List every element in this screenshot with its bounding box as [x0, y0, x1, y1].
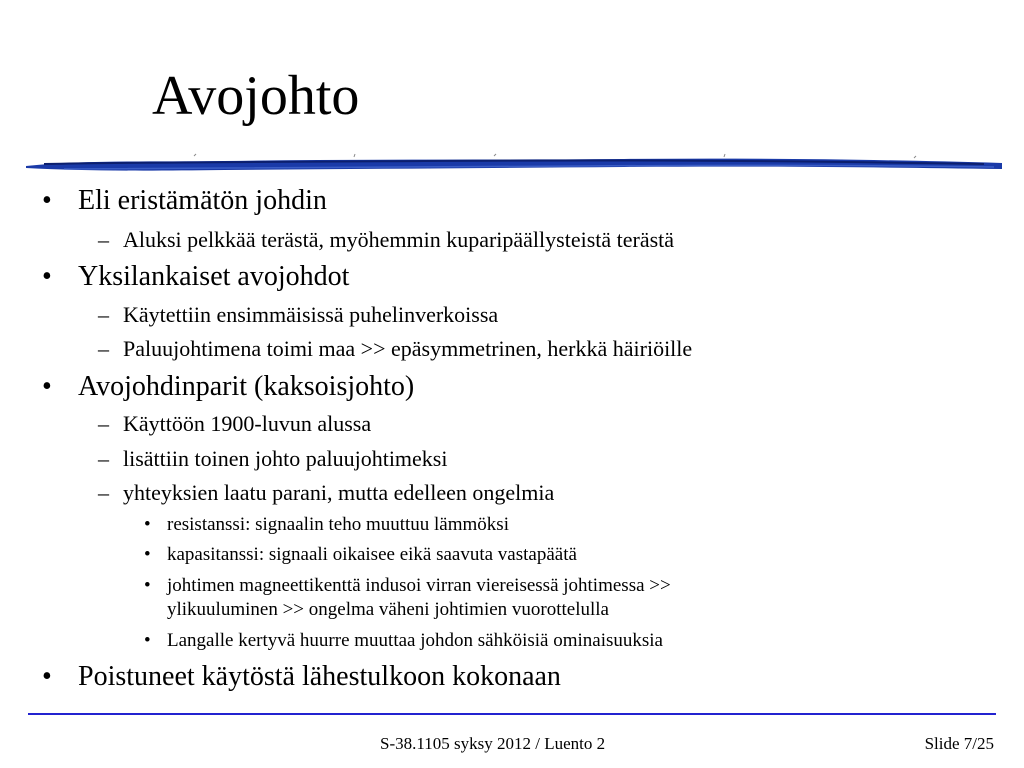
bullet-marker: • [42, 261, 52, 292]
sub-sub-bullet-marker: • [144, 514, 151, 535]
sub-bullet-marker: – [98, 411, 109, 436]
sub-sub-bullet-item: johtimen magneettikenttä indusoi virran viereisessä johtimessa >> [167, 575, 671, 596]
sub-bullet-marker: – [98, 336, 109, 361]
sub-bullet-item: Käyttöön 1900-luvun alussa [123, 411, 372, 436]
bullet-item: Avojohdinparit (kaksoisjohto) [78, 371, 415, 402]
sub-bullet-marker: – [98, 446, 109, 471]
footer-rule [28, 713, 996, 715]
sub-bullet-item: lisättiin toinen johto paluujohtimeksi [123, 446, 448, 471]
sub-bullet-item: Käytettiin ensimmäisissä puhelinverkoissa [123, 302, 499, 327]
bullet-marker: • [42, 185, 52, 216]
sub-sub-bullet-marker: • [144, 630, 151, 651]
sub-sub-bullet-item: resistanssi: signaalin teho muuttuu lämmöksi [167, 514, 509, 535]
sub-bullet-marker: – [98, 227, 109, 252]
footer-slide-number: Slide 7/25 [924, 734, 994, 753]
sub-bullet-item: Aluksi pelkkää terästä, myöhemmin kuparipäällysteistä terästä [123, 227, 675, 252]
sub-sub-bullet-continuation: ylikuuluminen >> ongelma väheni johtimien vuorottelulla [167, 599, 609, 620]
bullet-item: Yksilankaiset avojohdot [78, 261, 350, 292]
sub-sub-bullet-item: kapasitanssi: signaali oikaisee eikä saavuta vastapäätä [167, 544, 577, 565]
sub-sub-bullet-marker: • [144, 575, 151, 596]
sub-sub-bullet-marker: • [144, 544, 151, 565]
slide-title: Avojohto [152, 65, 360, 127]
bullet-marker: • [42, 371, 52, 402]
sub-sub-bullet-item: Langalle kertyvä huurre muuttaa johdon sähköisiä ominaisuuksia [167, 630, 663, 651]
sub-bullet-item: Paluujohtimena toimi maa >> epäsymmetrinen, herkkä häiriöille [123, 336, 693, 361]
footer-course: S-38.1105 syksy 2012 / Luento 2 [380, 734, 606, 753]
sub-bullet-marker: – [98, 480, 109, 505]
sub-bullet-marker: – [98, 302, 109, 327]
bullet-item: Poistuneet käytöstä lähestulkoon kokonaan [78, 661, 561, 692]
bullet-marker: • [42, 661, 52, 692]
bullet-item: Eli eristämätön johdin [78, 185, 327, 216]
sub-bullet-item: yhteyksien laatu parani, mutta edelleen ongelmia [123, 480, 555, 505]
